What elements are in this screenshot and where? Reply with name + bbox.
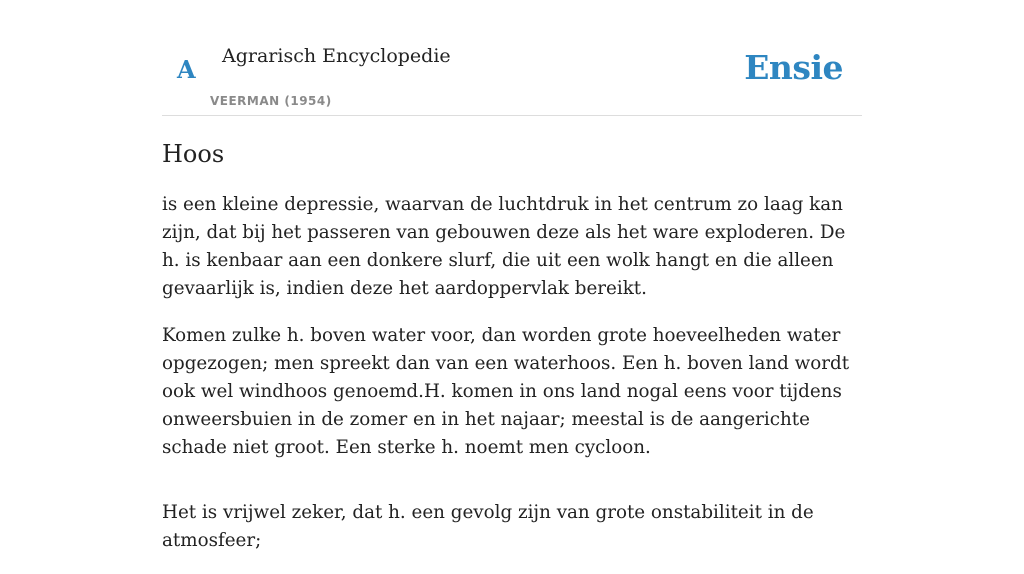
header <box>162 0 862 116</box>
article-paragraph: Het is vrijwel zeker, dat h. een gevolg zijn van grote onstabiliteit in de atmosfeer; <box>162 502 814 551</box>
article-paragraph: Komen zulke h. boven water voor, dan worden grote hoeveelheden water opgezogen; men spreekt dan van een waterhoos. Een h. boven land wordt ook wel windhoos genoemd.H. komen in ons land nogal eens voor tijdens onweersbuien in de zomer en in het najaar; meestal is de aangerichte schade niet groot. Een sterke h. noemt men cycloon. <box>162 325 850 458</box>
article-title: Hoos <box>162 140 225 168</box>
article-paragraph: is een kleine depressie, waarvan de luchtdruk in het centrum zo laag kan zijn, dat bij het passeren van gebouwen deze als het ware exploderen. De h. is kenbaar aan een donkere slurf, die uit een wolk hangt en die alleen gevaarlijk is, indien deze het aardoppervlak bereikt. <box>162 194 846 299</box>
edition-label: VEERMAN (1954) <box>210 94 332 108</box>
encyclopedia-title-link[interactable]: Agrarisch Encyclopedie <box>222 45 451 67</box>
article-body <box>162 191 862 574</box>
page <box>162 0 862 551</box>
ensie-brand-logo[interactable]: Ensie <box>744 48 843 87</box>
encyclopedia-logo-letter[interactable]: A <box>177 55 196 84</box>
